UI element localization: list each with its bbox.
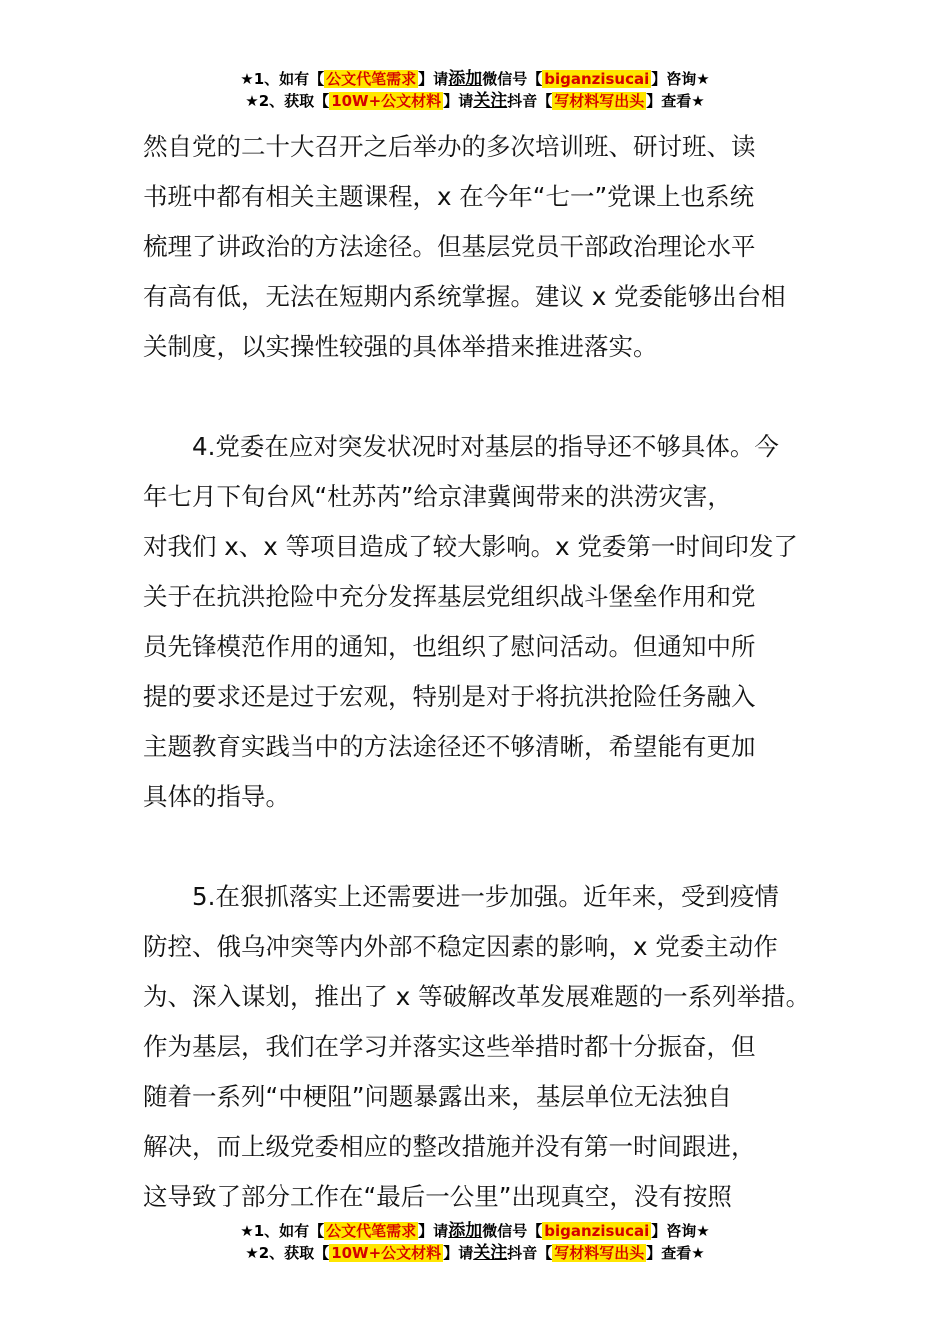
emphasis-add: 添加 (448, 1221, 483, 1241)
bracket: 【 (314, 1244, 330, 1262)
promo-line-2 (0, 90, 950, 112)
promo-text: ★1、如有 (240, 1222, 310, 1240)
highlight-service: 公文代笔需求 (326, 1222, 417, 1240)
text-line: 年七月下旬台风“杜苏芮”给京津冀闽带来的洪涝灾害， (143, 482, 732, 511)
promo-text: 】请 (443, 92, 474, 110)
highlight-materials: 10W+公文材料 (331, 1244, 442, 1262)
promo-line-1 (0, 1220, 950, 1242)
promo-text: 】请 (443, 1244, 474, 1262)
text-line: 关于在抗洪抢险中充分发挥基层党组织战斗堡垒作用和党 (143, 582, 756, 611)
highlight-service: 公文代笔需求 (326, 70, 417, 88)
text-line: 主题教育实践当中的方法途径还不够清晰，希望能有更加 (143, 732, 756, 761)
bracket: 【 (309, 70, 325, 88)
highlight-account: 写材料写出头 (554, 92, 645, 110)
emphasis-follow: 关注 (473, 91, 508, 111)
bracket: 【 (527, 1222, 543, 1240)
paragraph-continuation (143, 122, 823, 372)
bracket: 【 (527, 70, 543, 88)
promo-text: ★2、获取 (245, 92, 315, 110)
promo-text: 微信号 (482, 1222, 528, 1240)
bracket: 【 (537, 1244, 553, 1262)
text-line: 随着一系列“中梗阻”问题暴露出来，基层单位无法独自 (143, 1082, 732, 1111)
promo-text: ★1、如有 (240, 70, 310, 88)
text-line: 为、深入谋划，推出了 x 等破解改革发展难题的一系列举措。 (143, 982, 811, 1011)
bracket: 【 (537, 92, 553, 110)
bracket: 【 (314, 92, 330, 110)
text-line: 有高有低，无法在短期内系统掌握。建议 x 党委能够出台相 (143, 282, 786, 311)
promo-text: 】请 (418, 70, 449, 88)
footer-promo-banner (0, 1220, 950, 1264)
text-line: 然自党的二十大召开之后举办的多次培训班、研讨班、读 (143, 132, 756, 161)
text-line: 具体的指导。 (143, 782, 290, 811)
promo-text: 抖音 (507, 1244, 538, 1262)
paragraph-gap (143, 372, 823, 422)
promo-text: 】咨询★ (651, 1222, 710, 1240)
emphasis-follow: 关注 (473, 1243, 508, 1263)
promo-text: 】查看★ (646, 92, 705, 110)
highlight-materials: 10W+公文材料 (331, 92, 442, 110)
text-line: 对我们 x、x 等项目造成了较大影响。x 党委第一时间印发了 (143, 532, 798, 561)
paragraph-item-4 (143, 422, 823, 822)
promo-line-2 (0, 1242, 950, 1264)
text-line: 员先锋模范作用的通知，也组织了慰问活动。但通知中所 (143, 632, 756, 661)
text-line: 梳理了讲政治的方法途径。但基层党员干部政治理论水平 (143, 232, 756, 261)
text-line: 这导致了部分工作在“最后一公里”出现真空，没有按照 (143, 1182, 732, 1211)
text-line: 作为基层，我们在学习并落实这些举措时都十分振奋，但 (143, 1032, 756, 1061)
text-line: 关制度，以实操性较强的具体举措来推进落实。 (143, 332, 658, 361)
emphasis-add: 添加 (448, 69, 483, 89)
document-body (143, 122, 823, 1222)
text-line: 5.在狠抓落实上还需要进一步加强。近年来，受到疫情 (192, 882, 779, 911)
text-line: 书班中都有相关主题课程，x 在今年“七一”党课上也系统 (143, 182, 755, 211)
promo-text: ★2、获取 (245, 1244, 315, 1262)
text-line: 提的要求还是过于宏观，特别是对于将抗洪抢险任务融入 (143, 682, 756, 711)
promo-line-1 (0, 68, 950, 90)
header-promo-banner (0, 68, 950, 112)
promo-text: 抖音 (507, 92, 538, 110)
promo-text: 】查看★ (646, 1244, 705, 1262)
highlight-wechat-id: biganzisucai (544, 70, 650, 88)
paragraph-item-5 (143, 872, 823, 1222)
bracket: 【 (309, 1222, 325, 1240)
promo-text: 微信号 (482, 70, 528, 88)
promo-text: 】请 (418, 1222, 449, 1240)
text-line: 4.党委在应对突发状况时对基层的指导还不够具体。今 (192, 432, 779, 461)
highlight-account: 写材料写出头 (554, 1244, 645, 1262)
paragraph-gap (143, 822, 823, 872)
text-line: 防控、俄乌冲突等内外部不稳定因素的影响，x 党委主动作 (143, 932, 778, 961)
text-line: 解决，而上级党委相应的整改措施并没有第一时间跟进， (143, 1132, 756, 1161)
highlight-wechat-id: biganzisucai (544, 1222, 650, 1240)
promo-text: 】咨询★ (651, 70, 710, 88)
